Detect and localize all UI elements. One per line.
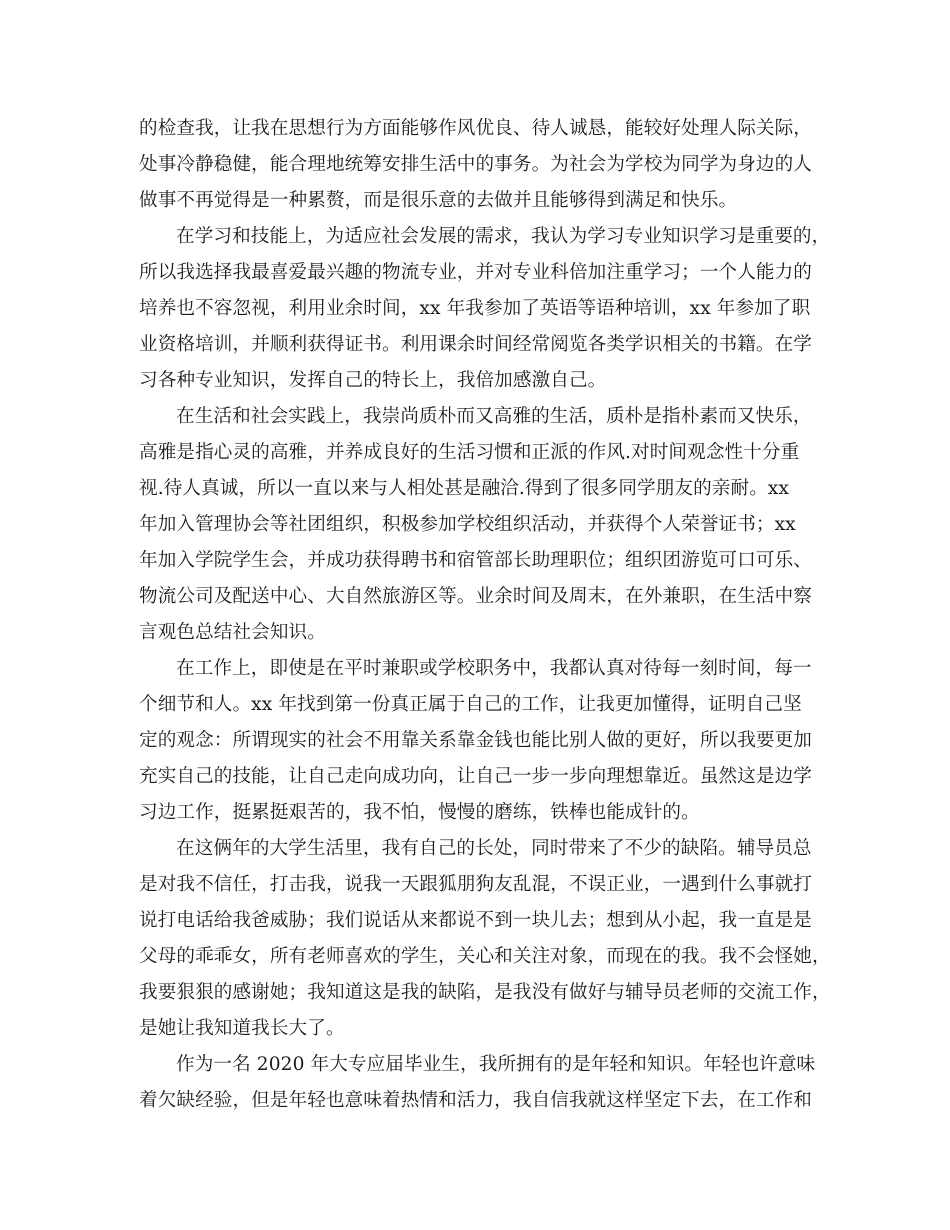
text-line: 着欠缺经验，但是年轻也意味着热情和活力，我自信我就这样坚定下去，在工作和 <box>139 1090 812 1111</box>
text-line: 在这俩年的大学生活里，我有自己的长处，同时带来了不少的缺陷。辅导员总 <box>176 838 812 859</box>
text-line: 在工作上，即使是在平时兼职或学校职务中，我都认真对待每一刻时间，每一 <box>176 658 812 679</box>
text-line: 年加入管理协会等社团组织，积极参加学校组织活动，并获得个人荣誉证书；xx <box>139 514 796 535</box>
text-line: 是对我不信任，打击我，说我一天跟狐朋狗友乱混，不误正业，一遇到什么事就打 <box>139 874 812 895</box>
text-line: 我要狠狠的感谢她；我知道这是我的缺陷，是我没有做好与辅导员老师的交流工作， <box>139 982 831 1003</box>
text-line: 个细节和人。xx 年找到第一份真正属于自己的工作，让我更加懂得，证明自己坚 <box>139 694 802 715</box>
text-line: 物流公司及配送中心、大自然旅游区等。业余时间及周末，在外兼职，在生活中察 <box>139 586 812 607</box>
text-line: 做事不再觉得是一种累赘，而是很乐意的去做并且能够得到满足和快乐。 <box>139 190 738 211</box>
text-line: 定的观念：所谓现实的社会不用靠关系靠金钱也能比别人做的更好，所以我要更加 <box>139 730 812 751</box>
text-line: 高雅是指心灵的高雅，并养成良好的生活习惯和正派的作风.对时间观念性十分重 <box>139 442 800 463</box>
text-line: 业资格培训，并顺利获得证书。利用课余时间经常阅览各类学识相关的书籍。在学 <box>139 334 812 355</box>
text-line: 在生活和社会实践上，我崇尚质朴而又高雅的生活，质朴是指朴素而又快乐， <box>176 406 812 427</box>
text-line: 的检查我，让我在思想行为方面能够作风优良、待人诚恳，能较好处理人际关际， <box>139 118 812 139</box>
text-line: 充实自己的技能，让自己走向成功向，让自己一步一步向理想靠近。虽然这是边学 <box>139 766 812 787</box>
text-line: 处事冷静稳健，能合理地统筹安排生活中的事务。为社会为学校为同学为身边的人 <box>139 154 812 175</box>
text-line: 是她让我知道我长大了。 <box>139 1018 345 1039</box>
text-line: 培养也不容忽视，利用业余时间，xx 年我参加了英语等语种培训，xx 年参加了职 <box>139 298 811 319</box>
text-line: 作为一名 2020 年大专应届毕业生，我所拥有的是年轻和知识。年轻也许意味 <box>176 1054 816 1075</box>
text-line: 在学习和技能上，为适应社会发展的需求，我认为学习专业知识学习是重要的， <box>176 226 831 247</box>
text-line: 习各种专业知识，发挥自己的特长上，我倍加感激自己。 <box>139 370 607 391</box>
text-line: 说打电话给我爸威胁；我们说话从来都说不到一块儿去；想到从小起，我一直是是 <box>139 910 812 931</box>
text-line: 习边工作，挺累挺艰苦的，我不怕，慢慢的磨练，铁棒也能成针的。 <box>139 802 700 823</box>
text-line: 所以我选择我最喜爱最兴趣的物流专业，并对专业科倍加注重学习；一个人能力的 <box>139 262 812 283</box>
text-line: 言观色总结社会知识。 <box>139 622 326 643</box>
text-line: 父母的乖乖女，所有老师喜欢的学生，关心和关注对象，而现在的我。我不会怪她， <box>139 946 831 967</box>
text-line: 视.待人真诚，所以一直以来与人相处甚是融洽.得到了很多同学朋友的亲耐。xx <box>139 478 790 499</box>
text-line: 年加入学院学生会，并成功获得聘书和宿管部长助理职位；组织团游览可口可乐、 <box>139 550 812 571</box>
